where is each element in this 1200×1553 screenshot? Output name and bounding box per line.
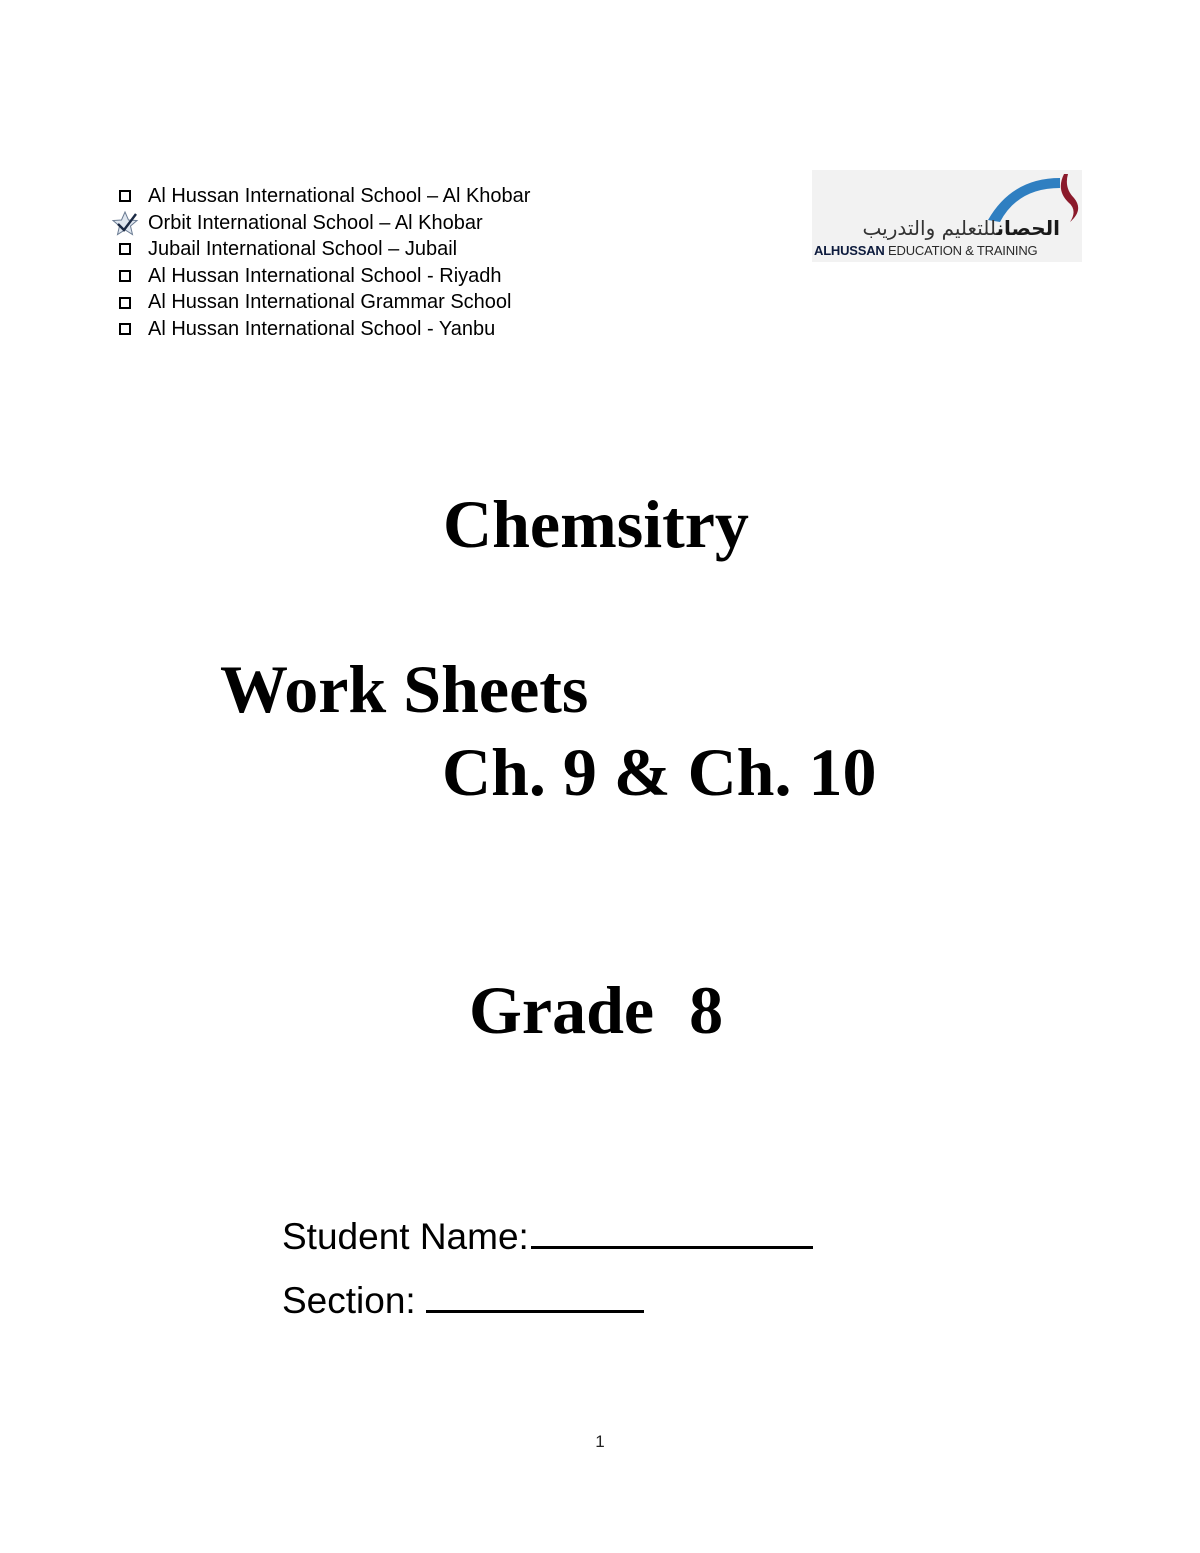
grade-title: Grade 8 bbox=[469, 972, 724, 1048]
student-name-blank[interactable] bbox=[531, 1216, 813, 1249]
school-option bbox=[116, 183, 530, 210]
school-label: Al Hussan International Grammar School bbox=[148, 291, 512, 314]
school-option-selected bbox=[116, 210, 530, 237]
school-checklist bbox=[116, 183, 530, 343]
checkbox-icon[interactable] bbox=[119, 190, 131, 202]
school-option bbox=[116, 289, 530, 316]
page-number: 1 bbox=[595, 1432, 605, 1451]
school-label: Al Hussan International School - Riyadh bbox=[148, 264, 502, 287]
checkbox-icon[interactable] bbox=[119, 270, 131, 282]
checkbox-icon[interactable] bbox=[119, 297, 131, 309]
logo-arabic-subtitle: للتعليم والتدريب bbox=[862, 216, 997, 240]
checkbox-icon[interactable] bbox=[119, 323, 131, 335]
worksheets-title: Work Sheets bbox=[220, 651, 589, 727]
school-option bbox=[116, 236, 530, 263]
logo-tagline: EDUCATION & TRAINING bbox=[888, 243, 1038, 258]
school-label: Al Hussan International School – Al Khobar bbox=[148, 185, 531, 207]
school-label: Al Hussan International School - Yanbu bbox=[148, 317, 496, 340]
logo-arabic-text bbox=[863, 216, 1060, 240]
section-label: Section: bbox=[282, 1280, 416, 1321]
student-name-label: Student Name: bbox=[282, 1216, 529, 1257]
subject-title: Chemsitry bbox=[443, 486, 749, 562]
student-name-field bbox=[282, 1216, 813, 1258]
logo-brand: ALHUSSAN bbox=[814, 243, 885, 258]
school-label: Jubail International School – Jubail bbox=[148, 238, 458, 261]
checkbox-icon[interactable] bbox=[119, 243, 131, 255]
school-option bbox=[116, 316, 530, 343]
section-blank[interactable] bbox=[426, 1280, 644, 1313]
logo-english-text bbox=[814, 243, 1037, 258]
school-option bbox=[116, 263, 530, 290]
chapters-title: Ch. 9 & Ch. 10 bbox=[442, 734, 877, 810]
logo-arabic-name: الحصان bbox=[996, 216, 1060, 240]
section-field bbox=[282, 1280, 644, 1322]
school-label: Orbit International School – Al Khobar bbox=[148, 211, 483, 234]
star-check-icon[interactable] bbox=[110, 210, 140, 236]
alhussan-logo bbox=[812, 170, 1082, 262]
